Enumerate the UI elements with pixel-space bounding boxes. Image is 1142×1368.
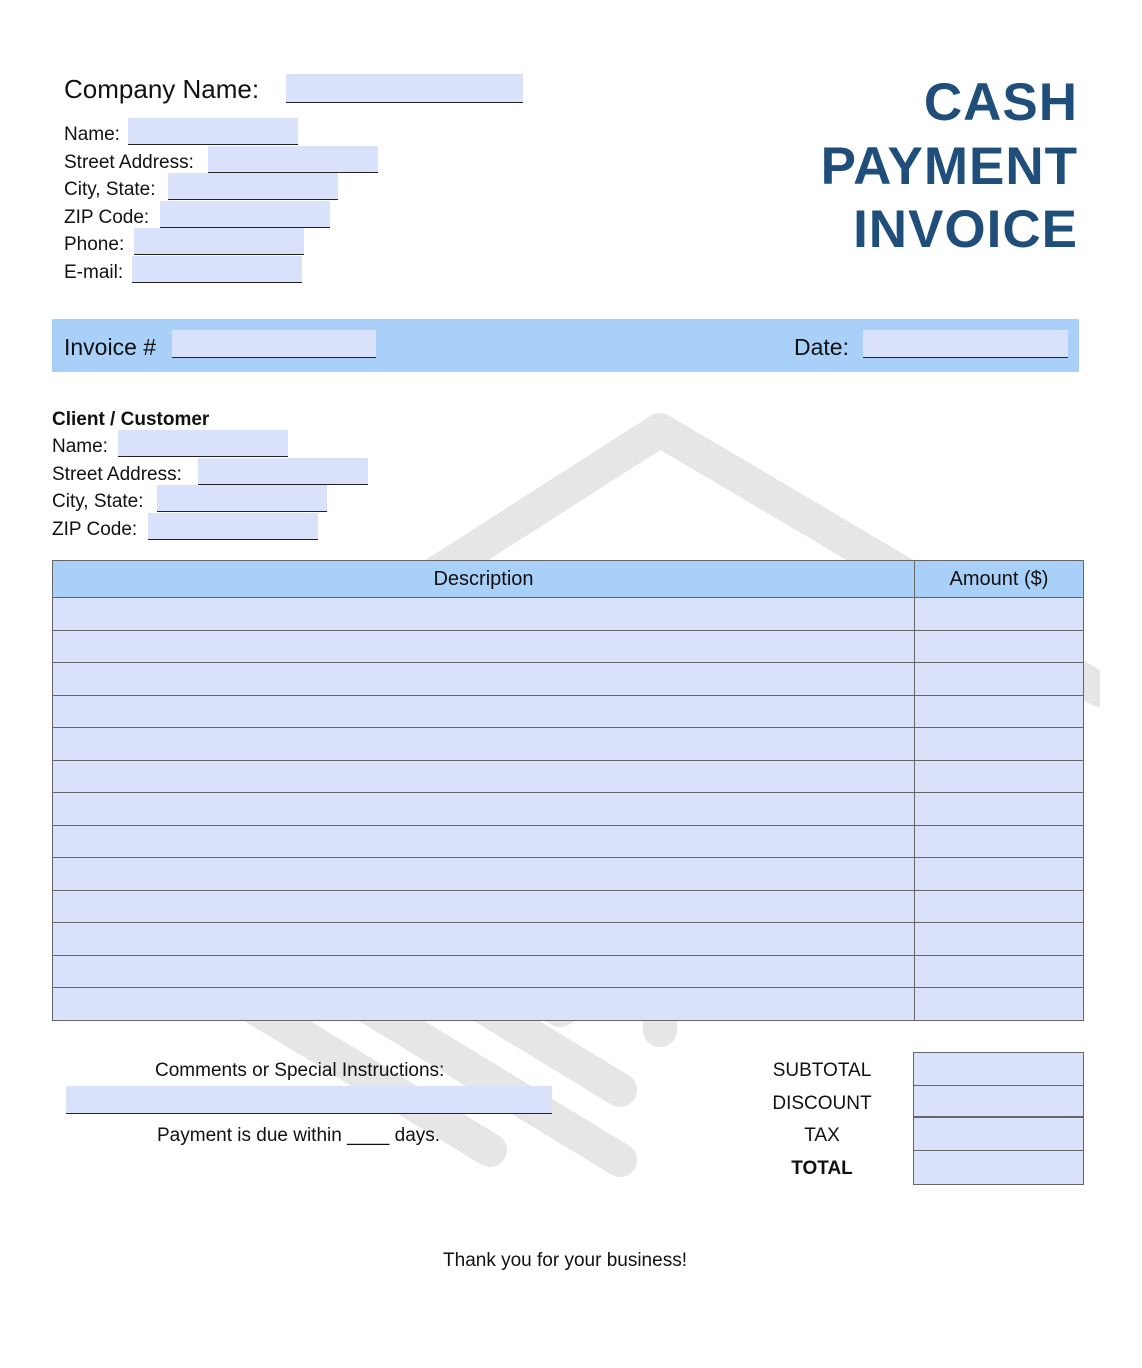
company-city-label: City, State: — [64, 179, 156, 200]
description-cell[interactable] — [53, 598, 915, 631]
company-email-label: E-mail: — [64, 262, 124, 283]
amount-cell[interactable] — [915, 988, 1084, 1021]
company-phone-label: Phone: — [64, 234, 125, 255]
table-row — [53, 825, 1084, 858]
company-name-label: Company Name: — [64, 74, 260, 104]
table-row — [53, 858, 1084, 891]
table-row — [53, 890, 1084, 923]
comments-label: Comments or Special Instructions: — [155, 1060, 445, 1081]
amount-cell[interactable] — [915, 695, 1084, 728]
amount-cell[interactable] — [915, 858, 1084, 891]
amount-cell[interactable] — [915, 793, 1084, 826]
invoice-date-label: Date: — [794, 334, 849, 360]
amount-cell[interactable] — [915, 663, 1084, 696]
company-contact-name-field[interactable] — [128, 118, 298, 145]
amount-cell[interactable] — [915, 728, 1084, 761]
client-name-field[interactable] — [118, 430, 288, 457]
invoice-number-label: Invoice # — [64, 334, 157, 360]
amount-cell[interactable] — [915, 760, 1084, 793]
table-row — [53, 988, 1084, 1021]
amount-cell[interactable] — [915, 955, 1084, 988]
company-name-field[interactable] — [286, 74, 523, 103]
description-header: Description — [53, 561, 915, 598]
description-cell[interactable] — [53, 825, 915, 858]
company-zip-label: ZIP Code: — [64, 207, 150, 228]
total-label: TOTAL — [791, 1158, 853, 1179]
subtotal-field[interactable] — [913, 1052, 1084, 1087]
description-cell[interactable] — [53, 695, 915, 728]
discount-field[interactable] — [913, 1085, 1084, 1117]
client-city-field[interactable] — [157, 485, 327, 512]
description-cell[interactable] — [53, 988, 915, 1021]
amount-cell[interactable] — [915, 825, 1084, 858]
company-street-label: Street Address: — [64, 152, 194, 173]
description-cell[interactable] — [53, 955, 915, 988]
total-field[interactable] — [913, 1150, 1084, 1185]
invoice-date-field[interactable] — [863, 330, 1068, 358]
company-phone-field[interactable] — [134, 228, 304, 255]
description-cell[interactable] — [53, 890, 915, 923]
payment-terms-after: days. — [394, 1125, 441, 1146]
thank-you-text: Thank you for your business! — [443, 1250, 687, 1271]
amount-header: Amount ($) — [915, 561, 1084, 598]
description-cell[interactable] — [53, 923, 915, 956]
table-row — [53, 793, 1084, 826]
table-row — [53, 663, 1084, 696]
client-zip-field[interactable] — [148, 513, 318, 540]
client-zip-label: ZIP Code: — [52, 519, 138, 540]
title-line-2: PAYMENT — [820, 137, 1078, 196]
table-row — [53, 630, 1084, 663]
description-cell[interactable] — [53, 630, 915, 663]
table-row — [53, 955, 1084, 988]
client-street-label: Street Address: — [52, 464, 182, 485]
discount-label: DISCOUNT — [772, 1093, 872, 1114]
invoice-number-field[interactable] — [172, 330, 376, 358]
client-name-label: Name: — [52, 436, 108, 457]
payment-terms — [157, 1125, 440, 1147]
items-table — [52, 560, 1084, 1021]
table-row — [53, 598, 1084, 631]
client-heading: Client / Customer — [52, 409, 210, 430]
company-email-field[interactable] — [132, 256, 302, 283]
company-zip-field[interactable] — [160, 201, 330, 228]
description-cell[interactable] — [53, 728, 915, 761]
comments-field[interactable] — [66, 1086, 552, 1114]
payment-days-field[interactable]: ____ — [347, 1125, 390, 1146]
tax-label: TAX — [804, 1125, 840, 1146]
tax-field[interactable] — [913, 1117, 1084, 1152]
subtotal-label: SUBTOTAL — [772, 1060, 872, 1081]
company-street-field[interactable] — [208, 146, 378, 173]
amount-cell[interactable] — [915, 630, 1084, 663]
table-row — [53, 695, 1084, 728]
description-cell[interactable] — [53, 793, 915, 826]
title-line-3: INVOICE — [853, 200, 1078, 259]
company-city-field[interactable] — [168, 173, 338, 200]
description-cell[interactable] — [53, 858, 915, 891]
items-table-header — [53, 561, 1084, 598]
payment-terms-before: Payment is due within — [157, 1125, 342, 1146]
company-contact-name-label: Name: — [64, 124, 120, 145]
table-row — [53, 760, 1084, 793]
table-row — [53, 728, 1084, 761]
client-street-field[interactable] — [198, 458, 368, 485]
client-city-label: City, State: — [52, 491, 144, 512]
amount-cell[interactable] — [915, 923, 1084, 956]
amount-cell[interactable] — [915, 598, 1084, 631]
description-cell[interactable] — [53, 663, 915, 696]
table-row — [53, 923, 1084, 956]
description-cell[interactable] — [53, 760, 915, 793]
title-line-1: CASH — [923, 73, 1078, 132]
amount-cell[interactable] — [915, 890, 1084, 923]
